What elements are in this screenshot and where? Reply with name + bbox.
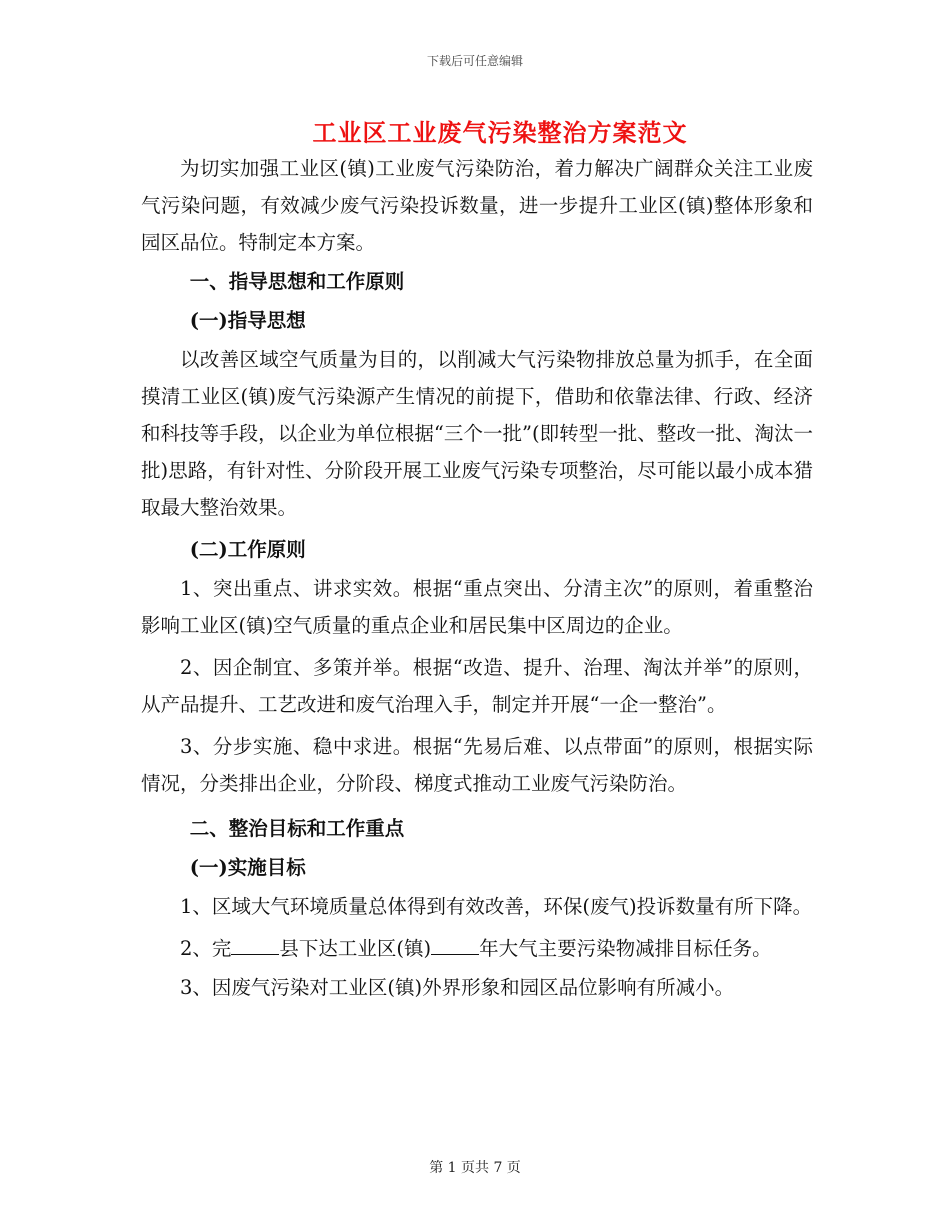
target-item-2-part-2: 县下达工业区(镇) [279,937,432,960]
intro-paragraph: 为切实加强工业区(镇)工业废气污染防治，着力解决广阔群众关注工业废气污染问题，有效减少废气污染投诉数量，进一步提升工业区(镇)整体形象和园区品位。特制定本方案。 [141,157,813,254]
section-1-sub-2-heading: (二)工作原则 [189,538,306,561]
target-item-2-part-3: 年大气主要污染物减排目标任务。 [479,937,772,960]
document-body [141,150,813,1006]
page-header: 下载后可任意编辑 [426,54,523,68]
fill-in-blank [231,934,279,955]
fill-in-blank [431,934,479,955]
section-1-sub-1-heading: (一)指导思想 [189,309,306,332]
target-item-2-part-1: 2、完 [180,937,232,960]
guiding-ideology-paragraph: 以改善区域空气质量为目的，以削减大气污染物排放总量为抓手，在全面摸清工业区(镇)废气污染源产生情况的前提下，借助和依靠法律、行政、经济和科技等手段，以企业为单位根据“三个一批”(即转型一批、整改一批、淘汰一批)思路，有针对性、分阶段开展工业废气污染专项整治，尽可能以最小成本猎取最大整治效果。 [141,348,813,519]
document-title: 工业区工业废气污染整治方案范文 [312,118,688,147]
section-2-heading: 二、整治目标和工作重点 [189,817,405,840]
section-1-heading: 一、指导思想和工作原则 [189,270,405,293]
target-item-3: 3、因废气污染对工业区(镇)外界形象和园区品位影响有所减小。 [180,976,735,999]
principle-item-3: 3、分步实施、稳中求进。根据“先易后难、以点带面”的原则，根据实际情况，分类排出企业，分阶段、梯度式推动工业废气污染防治。 [141,735,813,795]
target-item-1: 1、区域大气环境质量总体得到有效改善，环保(废气)投诉数量有所下降。 [180,895,813,918]
principle-item-2: 2、因企制宜、多策并举。根据“改造、提升、治理、淘汰并举”的原则，从产品提升、工艺改进和废气治理入手，制定并开展“一企一整治”。 [141,656,813,716]
page-footer: 第 1 页共 7 页 [429,1160,521,1176]
target-item-2 [141,930,813,967]
section-2-sub-1-heading: (一)实施目标 [189,856,306,879]
principle-item-1: 1、突出重点、讲求实效。根据“重点突出、分清主次”的原则，着重整治影响工业区(镇)空气质量的重点企业和居民集中区周边的企业。 [141,577,813,637]
